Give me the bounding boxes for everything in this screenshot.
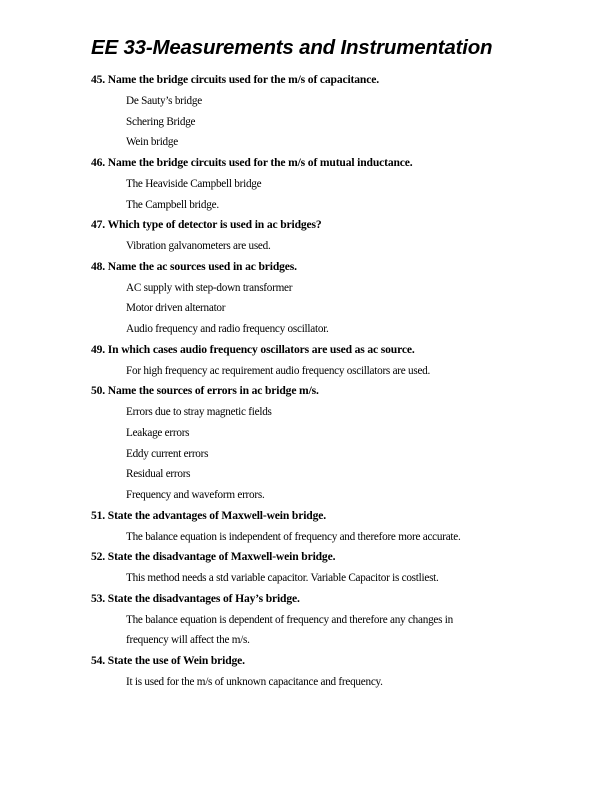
question-answer-list [0,70,612,693]
answer-line: Audio frequency and radio frequency oscillator. [126,323,329,335]
question: 49. In which cases audio frequency oscillators are used as ac source. [91,342,415,356]
answer-line: This method needs a std variable capacitor. Variable Capacitor is costliest. [126,572,439,584]
answer-line: It is used for the m/s of unknown capacitance and frequency. [126,675,383,688]
answer-line: Residual errors [126,468,191,481]
question: 50. Name the sources of errors in ac bridge m/s. [91,384,319,398]
answer-line: The Heaviside Campbell bridge [126,177,262,190]
answer-line: Schering Bridge [126,115,196,128]
question: 53. State the disadvantages of Hay’s bridge. [91,591,300,605]
answer-line: The balance equation is dependent of frequency and therefore any changes in [126,613,453,626]
answer-line: Eddy current errors [126,447,209,460]
answer-line: Vibration galvanometers are used. [126,240,271,252]
answer-line: De Sauty’s bridge [126,94,202,107]
answer-line: For high frequency ac requirement audio frequency oscillators are used. [126,364,431,377]
answer-line: frequency will affect the m/s. [126,634,250,647]
page-title: EE 33-Measurements and Instrumentation [91,36,493,59]
question: 52. State the disadvantage of Maxwell-wein bridge. [91,550,336,564]
answer-line: Motor driven alternator [126,302,226,315]
question: 48. Name the ac sources used in ac bridges. [91,259,297,273]
question: 46. Name the bridge circuits used for the m/s of mutual inductance. [91,156,413,169]
answer-line: Frequency and waveform errors. [126,489,265,501]
answer-line: Leakage errors [126,426,190,439]
answer-line: Wein bridge [126,136,178,149]
answer-line: AC supply with step-down transformer [126,281,293,294]
answer-line: The Campbell bridge. [126,198,219,211]
question: 47. Which type of detector is used in ac bridges? [91,218,322,232]
answer-line: Errors due to stray magnetic fields [126,406,272,418]
question: 54. State the use of Wein bridge. [91,654,245,667]
answer-line: The balance equation is independent of frequency and therefore more accurate. [126,530,461,543]
question: 45. Name the bridge circuits used for the m/s of capacitance. [91,73,379,86]
question: 51. State the advantages of Maxwell-wein bridge. [91,508,326,522]
